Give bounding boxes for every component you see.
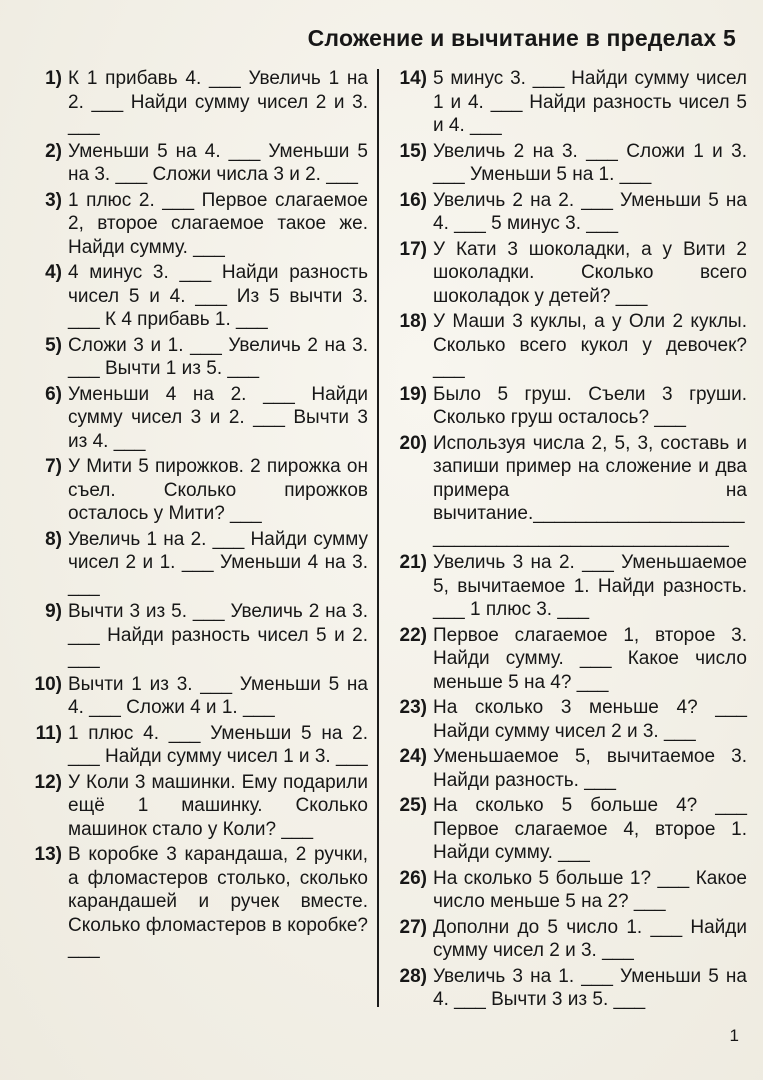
problem-number: 8)	[45, 528, 62, 550]
problem-item	[391, 67, 747, 138]
problem-number: 9)	[45, 601, 62, 622]
problem-text: Уменьши 5 на 4. ___ Уменьши 5 на 3. ___ Сложи числа 3 и 2. ___	[68, 140, 368, 185]
problem-number: 20)	[399, 432, 427, 454]
problem-text: 4 минус 3. ___ Найди разность чисел 5 и 4. ___ Из 5 вычти 3. ___ К 4 прибавь 1. ___	[68, 262, 368, 330]
problem-text: Увеличь 3 на 1. ___ Уменьши 5 на 4. ___ Вычти 3 из 5. ___	[433, 965, 747, 1010]
problem-item	[26, 383, 368, 454]
problem-text: На сколько 5 больше 1? ___ Какое число меньше 5 на 2? ___	[433, 867, 747, 912]
problem-number: 17)	[399, 238, 427, 260]
problem-number: 27)	[399, 916, 427, 938]
problem-text: Дополни до 5 число 1. ___ Найди сумму чисел 2 и 3. ___	[433, 916, 747, 961]
problem-text: Первое слагаемое 1, второе 3. Найди сумму. ___ Какое число меньше 5 на 4? ___	[433, 624, 747, 693]
problem-number: 11)	[35, 722, 62, 744]
page-number: 1	[729, 1026, 739, 1045]
problem-item	[26, 67, 368, 138]
problem-item	[26, 334, 368, 381]
problem-item	[391, 310, 747, 381]
problem-item	[26, 771, 368, 842]
problem-number: 6)	[45, 383, 62, 405]
problem-number: 25)	[399, 795, 427, 816]
problem-text: У Мити 5 пирожков. 2 пирожка он съел. Сколько пирожков осталось у Мити? ___	[68, 456, 368, 524]
problem-number: 23)	[399, 697, 427, 718]
problem-item	[26, 261, 368, 332]
problem-number: 18)	[399, 311, 427, 332]
problem-text: 1 плюс 2. ___ Первое слагаемое 2, второе слагаемое такое же. Найди сумму. ___	[68, 189, 368, 258]
problem-text: На сколько 5 больше 4? ___ Первое слагаемое 4, второе 1. Найди сумму. ___	[433, 795, 747, 863]
problem-text: 1 плюс 4. ___ Уменьши 5 на 2. ___ Найди сумму чисел 1 и 3. ___	[68, 722, 368, 767]
problem-number: 7)	[45, 456, 62, 477]
problem-number: 26)	[399, 867, 427, 889]
problem-item	[26, 843, 368, 961]
problem-number: 16)	[399, 189, 427, 211]
problem-text: Сложи 3 и 1. ___ Увеличь 2 на 3. ___ Вычти 1 из 5. ___	[68, 334, 368, 379]
problem-text: Увеличь 2 на 3. ___ Сложи 1 и 3. ___ Уменьши 5 на 1. ___	[433, 140, 747, 185]
problem-item	[391, 696, 747, 743]
problems-column-right	[391, 67, 747, 1014]
problem-item	[391, 794, 747, 865]
problem-text: Было 5 груш. Съели 3 груши. Сколько груш осталось? ___	[433, 383, 747, 428]
problem-text: Используя числа 2, 5, 3, составь и запиши пример на сложение и два примера на вычитание.________________________________________________	[433, 432, 747, 548]
column-divider	[377, 69, 379, 1007]
problem-number: 2)	[45, 140, 62, 162]
problem-item	[391, 383, 747, 430]
problem-item	[26, 455, 368, 526]
problem-item	[391, 238, 747, 309]
problem-number: 4)	[45, 262, 62, 283]
problem-item	[26, 600, 368, 671]
problem-item	[391, 140, 747, 187]
problem-number: 24)	[399, 746, 427, 767]
problem-number: 28)	[399, 965, 427, 987]
problem-item	[26, 528, 368, 599]
problems-columns	[0, 67, 763, 1014]
problem-item	[391, 745, 747, 792]
problem-text: Уменьши 4 на 2. ___ Найди сумму чисел 3 и 2. ___ Вычти 3 из 4. ___	[68, 383, 368, 452]
problem-text: Вычти 1 из 3. ___ Уменьши 5 на 4. ___ Сложи 4 и 1. ___	[68, 673, 368, 718]
problem-number: 15)	[399, 140, 427, 162]
problem-number: 12)	[34, 771, 62, 793]
problem-item	[391, 624, 747, 695]
problem-item	[391, 551, 747, 622]
problem-number: 21)	[399, 552, 427, 573]
problem-item	[26, 189, 368, 260]
page-title: Сложение и вычитание в пределах 5	[307, 25, 736, 51]
problem-text: У Кати 3 шоколадки, а у Вити 2 шоколадки. Сколько всего шоколадок у детей? ___	[433, 238, 747, 307]
problem-text: 5 минус 3. ___ Найди сумму чисел 1 и 4. ___ Найди разность чисел 5 и 4. ___	[433, 68, 747, 136]
problem-number: 22)	[399, 624, 427, 646]
problem-text: Увеличь 1 на 2. ___ Найди сумму чисел 2 и 1. ___ Уменьши 4 на 3. ___	[68, 528, 368, 597]
problem-text: У Маши 3 куклы, а у Оли 2 куклы. Сколько всего кукол у девочек? ___	[433, 311, 747, 379]
problem-item	[391, 867, 747, 914]
problem-item	[26, 673, 368, 720]
problem-text: На сколько 3 меньше 4? ___ Найди сумму чисел 2 и 3. ___	[433, 697, 747, 742]
problem-text: Вычти 3 из 5. ___ Увеличь 2 на 3. ___ Найди разность чисел 5 и 2. ___	[68, 601, 368, 669]
problem-item	[26, 722, 368, 769]
problem-text: Увеличь 3 на 2. ___ Уменьшаемое 5, вычитаемое 1. Найди разность. ___ 1 плюс 3. ___	[433, 552, 747, 620]
problem-text: Уменьшаемое 5, вычитаемое 3. Найди разность. ___	[433, 746, 747, 791]
problems-column-left	[26, 67, 368, 1014]
problem-item	[391, 189, 747, 236]
problem-number: 10)	[34, 673, 62, 695]
problem-text: У Коли 3 машинки. Ему подарили ещё 1 машинку. Сколько машинок стало у Коли? ___	[68, 771, 368, 840]
problem-number: 5)	[45, 334, 62, 356]
problem-number: 3)	[45, 189, 62, 211]
problem-item	[391, 965, 747, 1012]
problem-number: 1)	[45, 68, 62, 89]
problem-text: В коробке 3 карандаша, 2 ручки, а фломастеров столько, сколько карандашей и ручек вместе. Сколько фломастеров в коробке? ___	[68, 844, 368, 959]
problem-number: 19)	[399, 383, 427, 405]
problem-item	[391, 432, 747, 550]
problem-number: 13)	[34, 844, 62, 865]
problem-item	[26, 140, 368, 187]
problem-text: К 1 прибавь 4. ___ Увеличь 1 на 2. ___ Найди сумму чисел 2 и 3. ___	[68, 68, 368, 136]
problem-number: 14)	[399, 68, 427, 89]
problem-item	[391, 916, 747, 963]
problem-text: Увеличь 2 на 2. ___ Уменьши 5 на 4. ___ 5 минус 3. ___	[433, 189, 747, 234]
